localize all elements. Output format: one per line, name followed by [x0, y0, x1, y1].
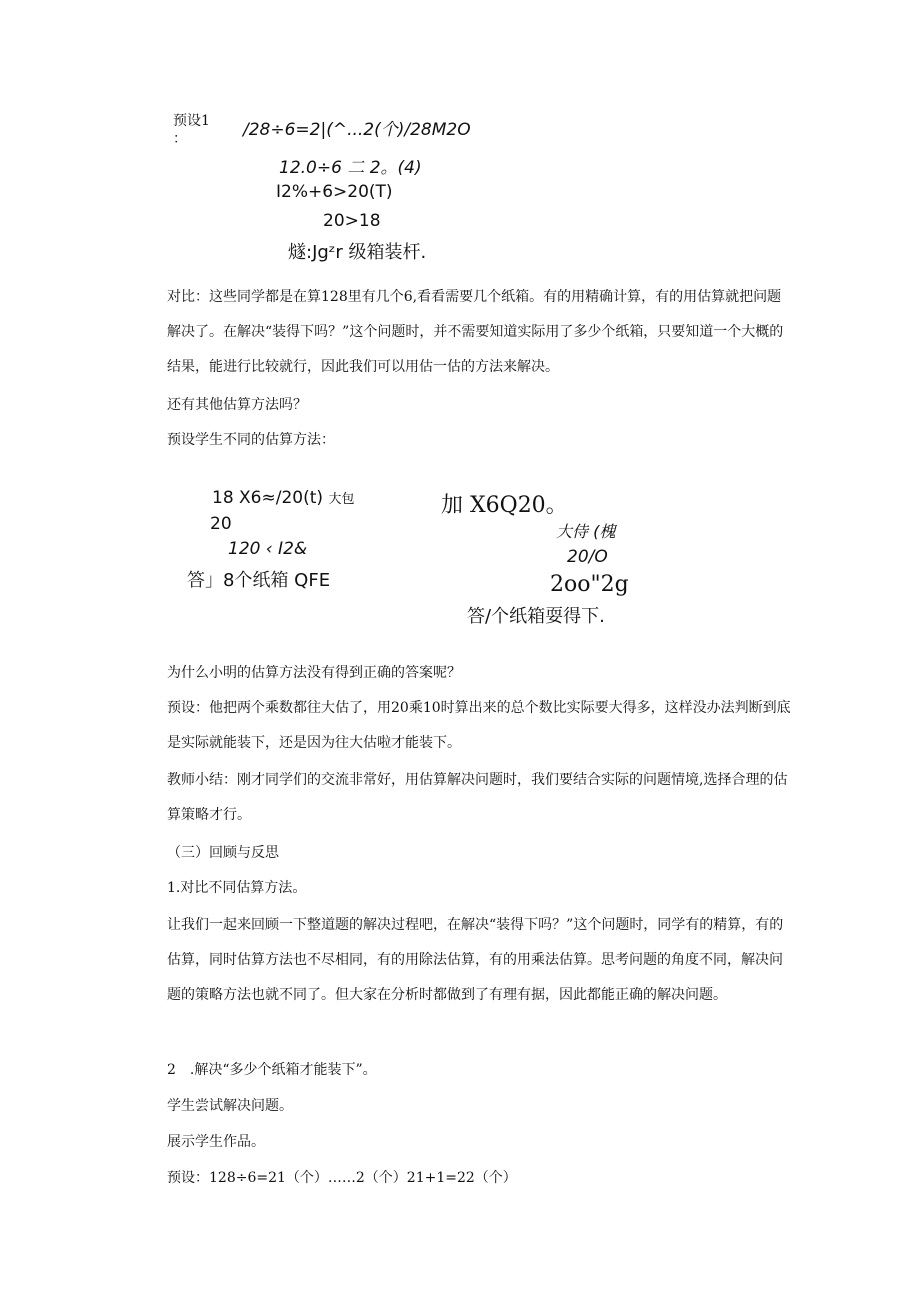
method-a-line1 — [212, 488, 354, 508]
paragraph-why: 为什么小明的估算方法没有得到正确的答案呢？ — [167, 665, 461, 681]
method-b-line2: 大侍 (槐 — [556, 522, 616, 541]
method-a-line1-main: 18 X6≈/20(t) — [212, 488, 324, 508]
method-b-line1: 加 X6Q20。 — [441, 493, 568, 518]
paragraph-compare: 对比：这些同学都是在算128里有几个6,看看需要几个纸箱。有的用精确计算，有的用估算就把问题解决了。在解决“装得下吗？”这个问题时，并不需要知道实际用了多少个纸箱，只要知道一个大概的结果，能进行比较就行，因此我们可以用估一估的方法来解决。 — [167, 289, 784, 375]
preset1-colon: ： — [173, 131, 187, 147]
paragraph-preset-methods: 预设学生不同的估算方法： — [167, 432, 335, 448]
preset1-label: 预设1 — [173, 113, 210, 129]
paragraph-show-work: 展示学生作品。 — [167, 1134, 265, 1150]
preset1-line3: I2%+6>20(T) — [276, 182, 393, 202]
preset1-line4: 20>18 — [323, 211, 381, 231]
preset1-line5: 燧:Jgᶻr 级箱装杆. — [288, 242, 427, 263]
paragraph-preset-answer: 预设：他把两个乘数都往大估了，用20乘10时算出来的总个数比实际要大得多，这样没办法判断到底是实际就能装下，还是因为往大估啦才能装下。 — [167, 700, 791, 751]
method-a-line1-note: 大包 — [328, 492, 355, 507]
paragraph-teacher-summary: 教师小结：刚才同学们的交流非常好，用估算解决问题时，我们要结合实际的问题情境,选择合理的估算策略才行。 — [167, 772, 788, 823]
paragraph-student-try: 学生尝试解决问题。 — [167, 1098, 293, 1114]
preset1-line1: /28÷6=2|(^...2(个)/28M2O — [243, 120, 471, 140]
method-a-line3: 120 ‹ I2& — [228, 539, 308, 559]
method-b-line4: 2oo"2g — [550, 572, 629, 597]
method-b-line3: 20/O — [567, 547, 608, 567]
paragraph-preset-calc: 预设：128÷6=21（个）……2（个）21+1=22（个） — [167, 1170, 517, 1186]
method-a-line2: 20 — [210, 514, 232, 534]
paragraph-other-methods: 还有其他估算方法吗？ — [167, 397, 307, 413]
paragraph-item1: 1.对比不同估算方法。 — [167, 880, 307, 896]
paragraph-item2: 2 .解决“多少个纸箱才能装下”。 — [167, 1062, 377, 1078]
paragraph-review: 让我们一起来回顾一下整道题的解决过程吧，在解决“装得下吗？”这个问题时，同学有的精算，有的估算，同时估算方法也不尽相同，有的用除法估算，有的用乘法估算。思考问题的角度不同，解决问题的策略方法也就不同了。但大家在分析时都做到了有理有据，因此都能正确的解决问题。 — [167, 917, 784, 1003]
preset1-line2: 12.0÷6 二 2。(4) — [279, 158, 422, 178]
method-a-line4: 答」8个纸箱 QFE — [187, 570, 331, 591]
section-heading-review: （三）回顾与反思 — [167, 845, 279, 861]
method-b-line5: 答/个纸箱耍得下. — [467, 606, 605, 627]
